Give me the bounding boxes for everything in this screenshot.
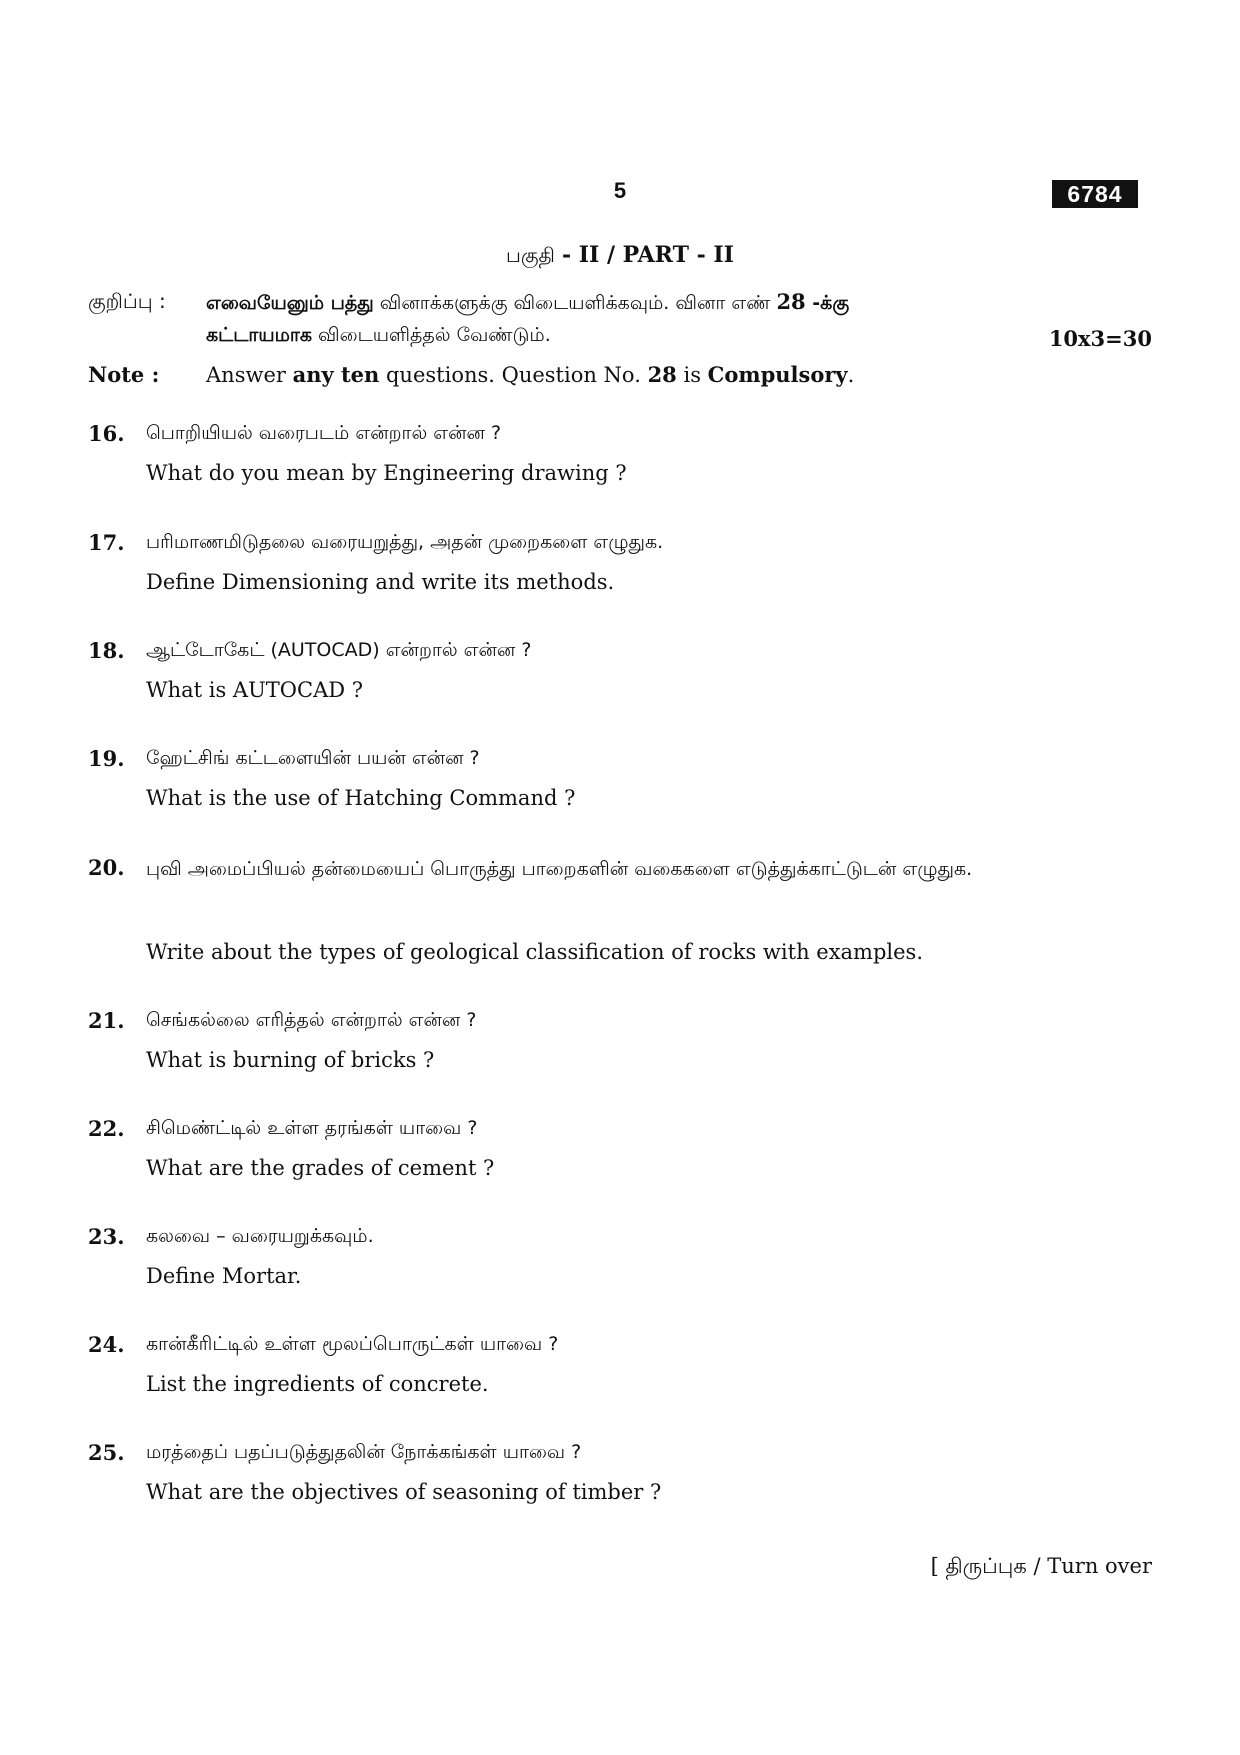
tamil-instruction-bold-1: எவையேனும் பத்து (206, 292, 374, 314)
question-tamil: ஆட்டோகேட் (AUTOCAD) என்றால் என்ன ? (146, 639, 532, 661)
tamil-instruction-line-1 (206, 289, 849, 317)
question-number: 22. (88, 1116, 125, 1141)
question-english: What are the objectives of seasoning of timber ? (146, 1480, 662, 1504)
part-heading-tamil: பகுதி (506, 243, 555, 267)
question-english: Define Mortar. (146, 1264, 302, 1288)
question-tamil: கான்கீரிட்டில் உள்ள மூலப்பொருட்கள் யாவை ? (146, 1333, 559, 1355)
question-number: 16. (88, 421, 125, 446)
question-number: 20. (88, 855, 125, 880)
question-tamil: கலவை – வரையறுக்கவும். (146, 1225, 374, 1247)
question-english: What is burning of bricks ? (146, 1048, 435, 1072)
question-tamil: புவி அமைப்பியல் தன்மையைப் பொருத்து பாறைகளின் வகைகளை எடுத்துக்காட்டுடன் எழுதுக. (146, 858, 973, 880)
note-text-1: Answer (206, 363, 293, 387)
question-english: Define Dimensioning and write its methods. (146, 570, 615, 594)
note-bold-2: 28 (647, 362, 677, 387)
note-bold-1: any ten (292, 362, 380, 387)
note-text-2: questions. Question No. (379, 363, 648, 387)
tamil-instruction-label: குறிப்பு : (88, 289, 166, 313)
question-tamil: சிமெண்ட்டில் உள்ள தரங்கள் யாவை ? (146, 1117, 478, 1139)
question-number: 25. (88, 1440, 125, 1465)
tamil-instruction-bold-3: கட்டாயமாக (206, 324, 312, 346)
note-text-4: . (847, 363, 855, 387)
question-english: What is the use of Hatching Command ? (146, 786, 576, 810)
question-tamil: பொறியியல் வரைபடம் என்றால் என்ன ? (146, 422, 502, 444)
question-number: 18. (88, 638, 125, 663)
part-heading (0, 242, 1240, 270)
question-english: What is AUTOCAD ? (146, 678, 364, 702)
tamil-instruction-bold-2: -க்கு (805, 292, 850, 314)
turn-over-note: [ திருப்புக / Turn over (930, 1554, 1152, 1578)
part-heading-english: - II / PART - II (561, 242, 734, 268)
question-number: 23. (88, 1224, 125, 1249)
tamil-instruction-text-1: வினாக்களுக்கு விடையளிக்கவும். வினா எண் (373, 292, 777, 314)
question-number: 17. (88, 530, 125, 555)
question-number: 24. (88, 1332, 125, 1357)
tamil-instruction-text-2: விடையளித்தல் வேண்டும். (311, 324, 551, 346)
question-english: List the ingredients of concrete. (146, 1372, 489, 1396)
question-tamil: பரிமாணமிடுதலை வரையறுத்து, அதன் முறைகளை எழுதுக. (146, 531, 664, 553)
note-text (206, 362, 854, 387)
paper-code-badge: 6784 (1052, 180, 1138, 208)
note-bold-3: Compulsory (707, 362, 848, 387)
question-english: Write about the types of geological classification of rocks with examples. (146, 940, 924, 964)
marks-allocation: 10x3=30 (1048, 326, 1152, 351)
question-number: 21. (88, 1008, 125, 1033)
question-number: 19. (88, 746, 125, 771)
question-tamil: ஹேட்சிங் கட்டளையின் பயன் என்ன ? (146, 747, 480, 769)
page-number: 5 (613, 178, 627, 203)
tamil-instruction-bold-num: 28 (776, 289, 806, 314)
question-tamil: மரத்தைப் பதப்படுத்துதலின் நோக்கங்கள் யாவை ? (146, 1441, 582, 1463)
note-text-3: is (676, 363, 708, 387)
question-english: What are the grades of cement ? (146, 1156, 495, 1180)
question-english: What do you mean by Engineering drawing ? (146, 461, 627, 485)
note-label: Note : (88, 362, 160, 387)
tamil-instruction-line-2 (206, 324, 551, 349)
question-tamil: செங்கல்லை எரித்தல் என்றால் என்ன ? (146, 1009, 477, 1031)
